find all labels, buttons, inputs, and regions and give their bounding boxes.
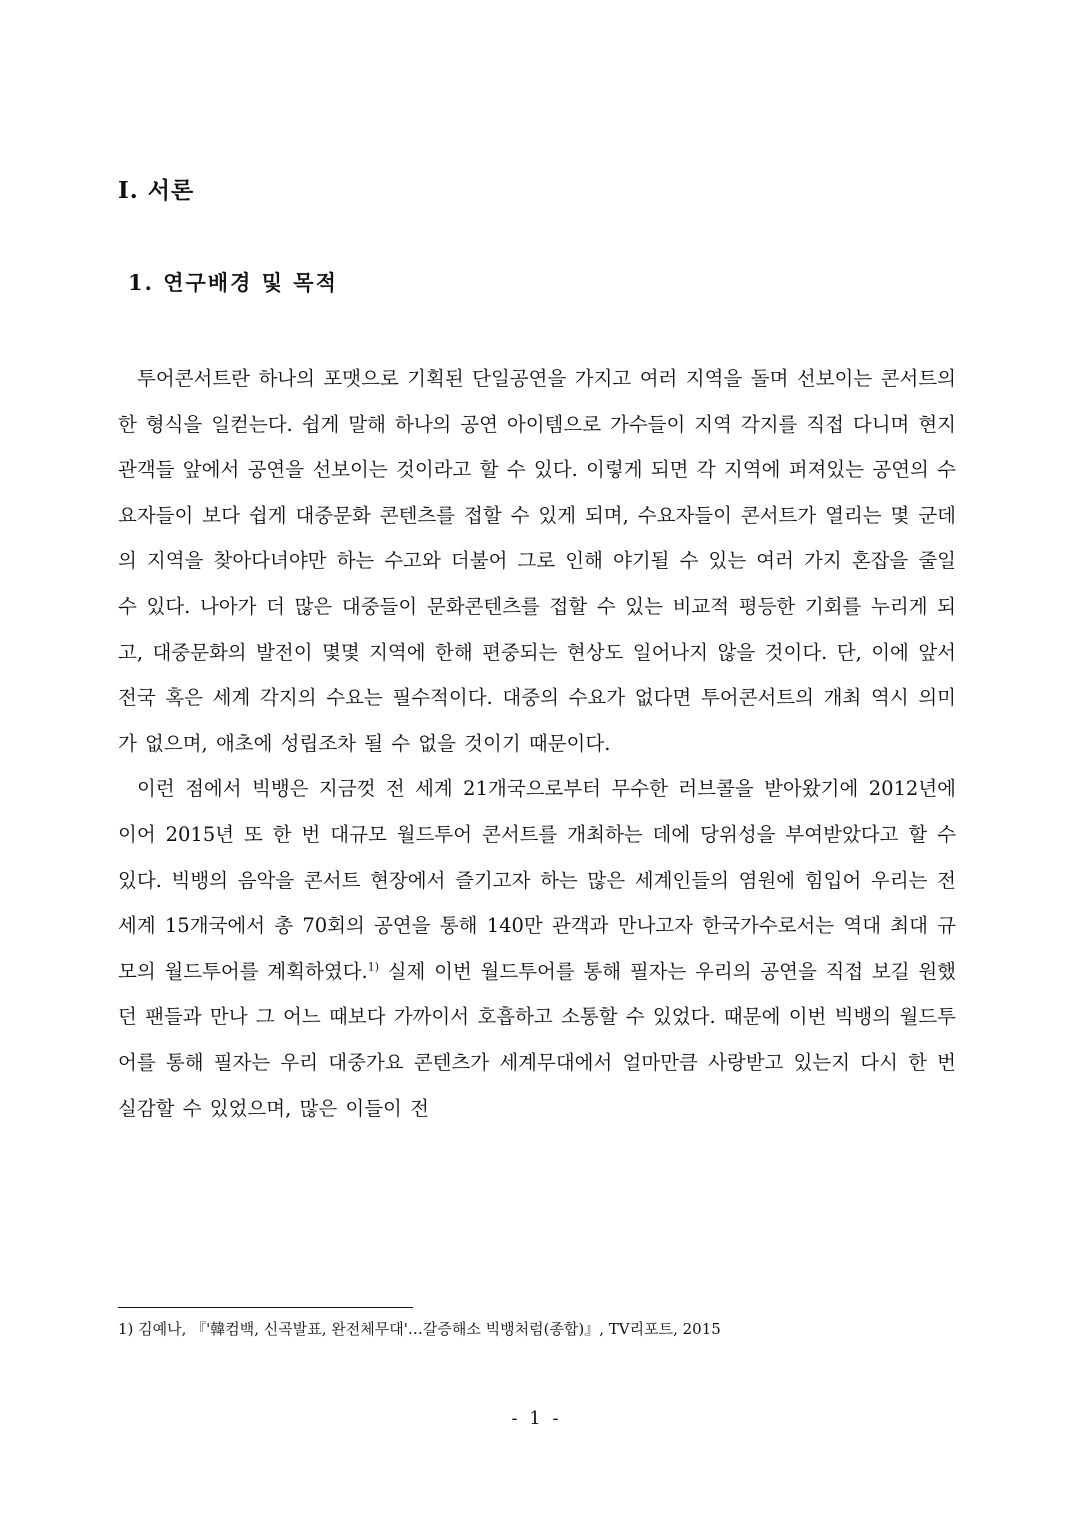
footnote-reference[interactable]: 1) — [367, 960, 379, 974]
page-number: - 1 - — [511, 1408, 562, 1429]
footnote-separator — [118, 1307, 413, 1308]
body-text — [118, 356, 956, 1131]
paragraph-2-text-before-ref: 이런 점에서 빅뱅은 지금껏 전 세계 21개국으로부터 무수한 러브콜을 받아왔기에 2012년에 이어 2015년 또 한 번 대규모 월드투어 콘서트를 개최하는 데에 당위성을 부여받았다고 할 수 있다. 빅뱅의 음악을 콘서트 현장에서 즐기고자 하는 많은 세계인들의 염원에 힘입어 우리는 전 세계 15개국에서 총 70회의 공연을 통해 140만 관객과 만나고자 한국가수로서는 역대 최대 규모의 월드투어를 계획하였다. — [118, 777, 956, 983]
footnote: 1) 김예나, 『'韓컴백, 신곡발표, 완전체무대'…갈증해소 빅뱅처럼(종합)』, TV리포트, 2015 — [118, 1320, 721, 1338]
section-title: 1. 연구배경 및 목적 — [128, 270, 338, 295]
chapter-title: I. 서론 — [118, 177, 195, 204]
paragraph-2 — [118, 766, 956, 1131]
paragraph-2-text-after-ref: 실제 이번 월드투어를 통해 필자는 우리의 공연을 직접 보길 원했던 팬들과 만나 그 어느 때보다 가까이서 호흡하고 소통할 수 있었다. 때문에 이번 빅뱅의 월드투어를 통해 필자는 우리 대중가요 콘텐츠가 세계무대에서 얼마만큼 사랑받고 있는지 다시 한 번 실감할 수 있었으며, 많은 이들이 전 — [118, 959, 957, 1120]
paragraph-1: 투어콘서트란 하나의 포맷으로 기획된 단일공연을 가지고 여러 지역을 돌며 선보이는 콘서트의 한 형식을 일컫는다. 쉽게 말해 하나의 공연 아이템으로 가수들이 지역 각지를 직접 다니며 현지 관객들 앞에서 공연을 선보이는 것이라고 할 수 있다. 이렇게 되면 각 지역에 퍼져있는 공연의 수요자들이 보다 쉽게 대중문화 콘텐츠를 접할 수 있게 되며, 수요자들이 콘서트가 열리는 몇 군데의 지역을 찾아다녀야만 하는 수고와 더불어 그로 인해 야기될 수 있는 여러 가지 혼잡을 줄일 수 있다. 나아가 더 많은 대중들이 문화콘텐츠를 접할 수 있는 비교적 평등한 기회를 누리게 되고, 대중문화의 발전이 몇몇 지역에 한해 편중되는 현상도 일어나지 않을 것이다. 단, 이에 앞서 전국 혹은 세계 각지의 수요는 필수적이다. 대중의 수요가 없다면 투어콘서트의 개최 역시 의미가 없으며, 애초에 성립조차 될 수 없을 것이기 때문이다. — [118, 367, 956, 755]
